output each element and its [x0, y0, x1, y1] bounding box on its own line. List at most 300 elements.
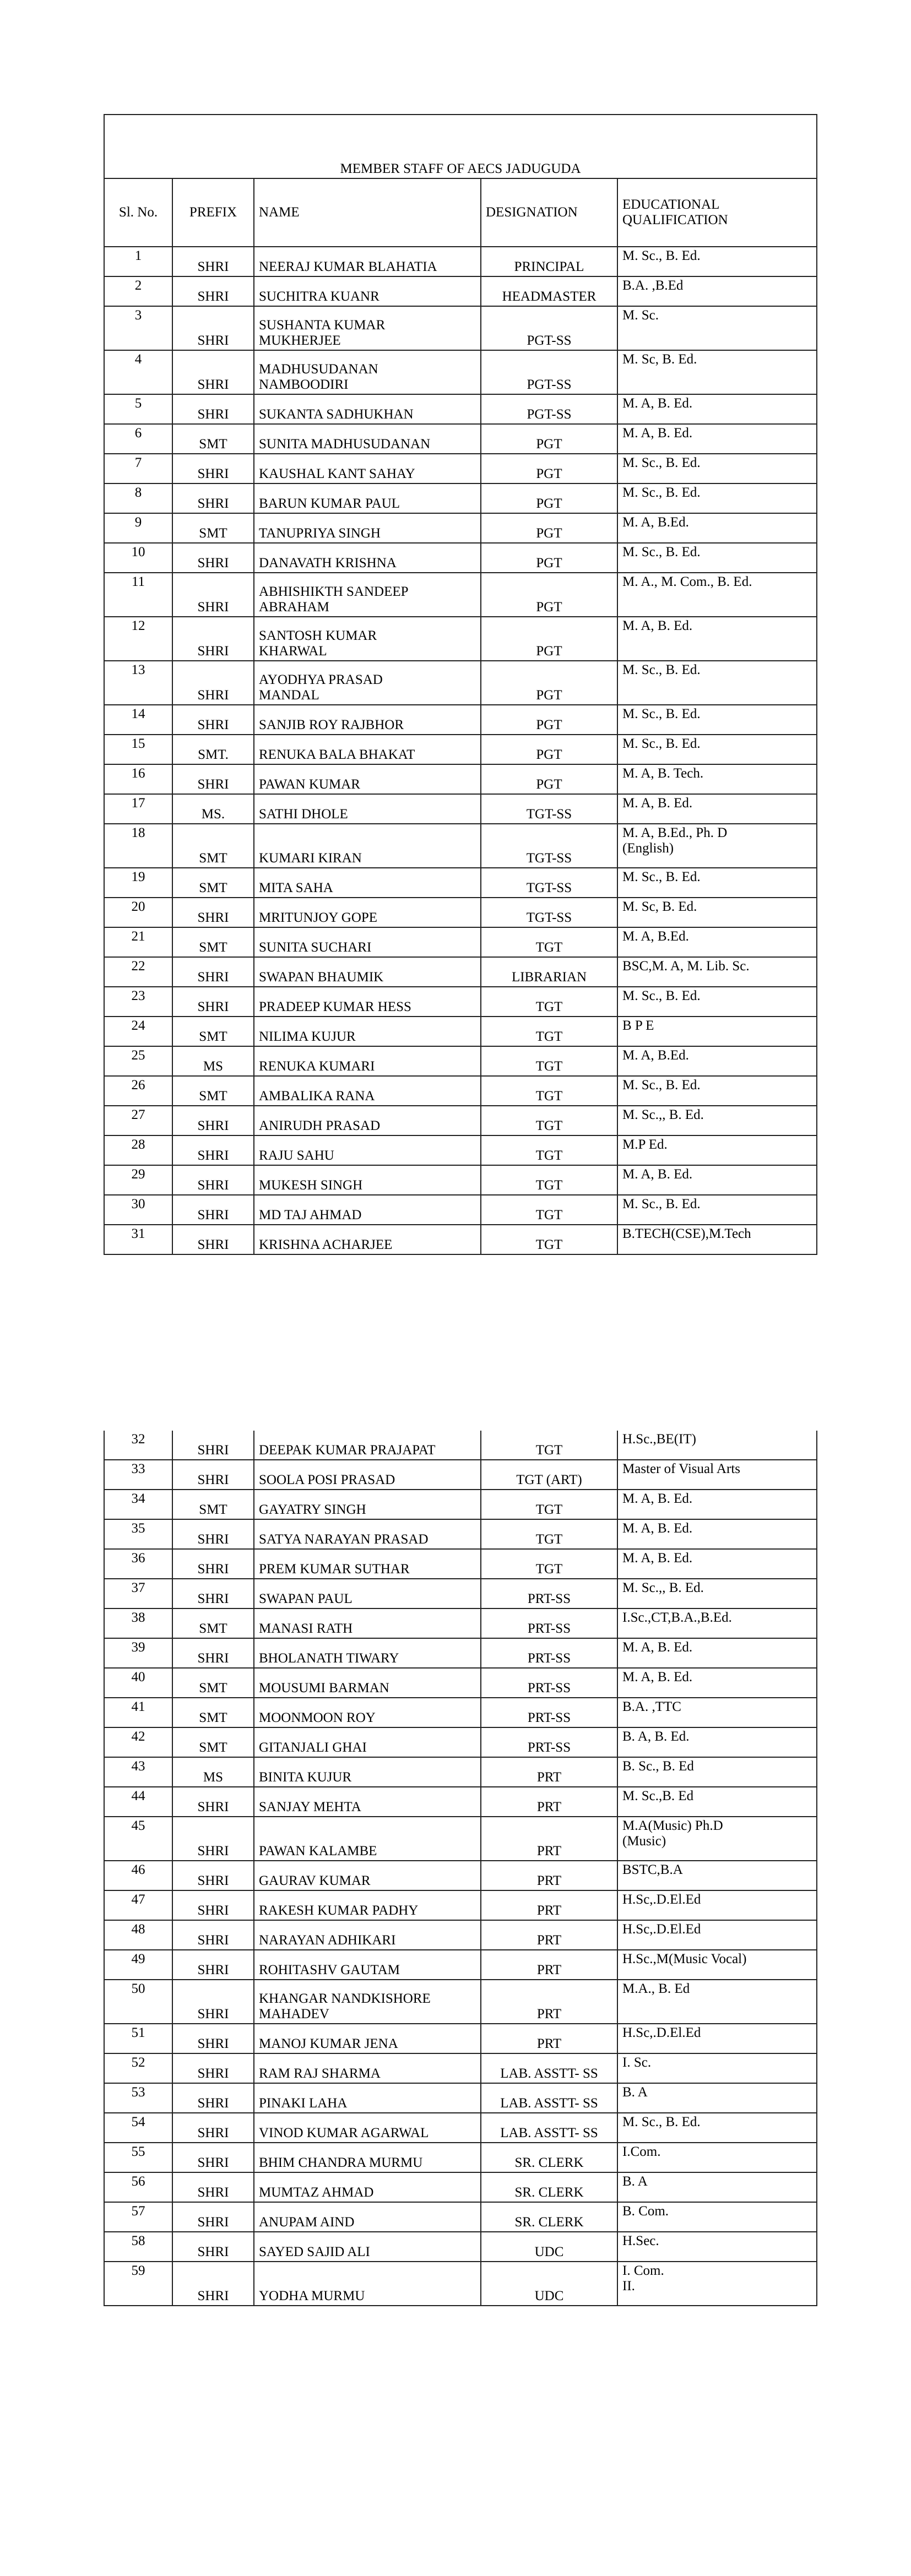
row-designation: PGT	[481, 573, 617, 617]
table-row	[104, 2143, 817, 2172]
row-designation: PGT	[481, 483, 617, 513]
table-row	[104, 1638, 817, 1668]
row-name: PAWAN KALAMBE	[254, 1817, 481, 1861]
row-designation: PRT-SS	[481, 1608, 617, 1638]
row-prefix: SHRI	[172, 1787, 254, 1817]
row-name: SANTOSH KUMAR KHARWAL	[254, 617, 481, 661]
row-designation: PGT	[481, 764, 617, 794]
table-row	[104, 1046, 817, 1076]
row-name: MADHUSUDANAN NAMBOODIRI	[254, 350, 481, 394]
table-row	[104, 1757, 817, 1787]
table-row	[104, 454, 817, 483]
row-qualification: M. A, B. Ed.	[617, 1519, 817, 1549]
row-qualification: B. A	[617, 2172, 817, 2202]
row-qualification: M. Sc., B. Ed.	[617, 2113, 817, 2143]
row-designation: PGT	[481, 454, 617, 483]
row-sl-no: 22	[104, 957, 172, 987]
row-prefix: SHRI	[172, 2113, 254, 2143]
row-qualification: M. Sc.	[617, 306, 817, 350]
row-designation: PGT	[481, 617, 617, 661]
row-sl-no: 13	[104, 661, 172, 705]
table-row	[104, 898, 817, 927]
row-prefix: SHRI	[172, 247, 254, 276]
row-sl-no: 56	[104, 2172, 172, 2202]
row-designation: PGT	[481, 424, 617, 454]
row-name: MOONMOON ROY	[254, 1698, 481, 1727]
row-name: YODHA MURMU	[254, 2262, 481, 2306]
row-name: KUMARI KIRAN	[254, 824, 481, 868]
row-qualification: B. Sc., B. Ed	[617, 1757, 817, 1787]
table-row	[104, 1490, 817, 1519]
row-sl-no: 26	[104, 1076, 172, 1106]
table-row	[104, 1817, 817, 1861]
row-sl-no: 14	[104, 705, 172, 735]
table-row	[104, 1431, 817, 1460]
row-prefix: SHRI	[172, 394, 254, 424]
row-qualification: I.Sc.,CT,B.A.,B.Ed.	[617, 1608, 817, 1638]
table-row	[104, 1608, 817, 1638]
row-designation: PRT	[481, 1980, 617, 2024]
row-name: PAWAN KUMAR	[254, 764, 481, 794]
table-row	[104, 1980, 817, 2024]
table-row	[104, 1787, 817, 1817]
row-designation: PRT-SS	[481, 1698, 617, 1727]
row-qualification: M. Sc., B. Ed.	[617, 454, 817, 483]
table-row	[104, 483, 817, 513]
row-prefix: SHRI	[172, 2202, 254, 2232]
row-qualification: B.A. ,B.Ed	[617, 276, 817, 306]
row-name: RENUKA KUMARI	[254, 1046, 481, 1076]
row-designation: PRT	[481, 1890, 617, 1920]
row-sl-no: 2	[104, 276, 172, 306]
row-prefix: SHRI	[172, 1861, 254, 1890]
row-sl-no: 55	[104, 2143, 172, 2172]
row-prefix: SHRI	[172, 543, 254, 573]
table-row	[104, 1890, 817, 1920]
row-qualification: Master of Visual Arts	[617, 1460, 817, 1490]
table-row	[104, 1519, 817, 1549]
row-sl-no: 9	[104, 513, 172, 543]
table-row	[104, 764, 817, 794]
row-prefix: SHRI	[172, 617, 254, 661]
row-prefix: SHRI	[172, 2083, 254, 2113]
row-name: ANIRUDH PRASAD	[254, 1106, 481, 1135]
row-designation: PRINCIPAL	[481, 247, 617, 276]
row-name: KHANGAR NANDKISHORE MAHADEV	[254, 1980, 481, 2024]
row-qualification: M. Sc., B. Ed.	[617, 543, 817, 573]
row-name: MOUSUMI BARMAN	[254, 1668, 481, 1698]
row-sl-no: 18	[104, 824, 172, 868]
page-title: MEMBER STAFF OF AECS JADUGUDA	[104, 115, 817, 178]
row-prefix: SMT	[172, 1698, 254, 1727]
row-prefix: SHRI	[172, 957, 254, 987]
row-designation: PGT-SS	[481, 350, 617, 394]
row-name: KRISHNA ACHARJEE	[254, 1225, 481, 1254]
row-prefix: SMT	[172, 513, 254, 543]
row-designation: PRT	[481, 1920, 617, 1950]
row-qualification: B P E	[617, 1017, 817, 1046]
row-sl-no: 44	[104, 1787, 172, 1817]
row-name: AYODHYA PRASAD MANDAL	[254, 661, 481, 705]
table-row	[104, 735, 817, 764]
row-name: NEERAJ KUMAR BLAHATIA	[254, 247, 481, 276]
row-sl-no: 8	[104, 483, 172, 513]
row-prefix: SHRI	[172, 1980, 254, 2024]
row-qualification: B. A	[617, 2083, 817, 2113]
row-qualification: B. Com.	[617, 2202, 817, 2232]
row-qualification: M. Sc.,, B. Ed.	[617, 1579, 817, 1608]
row-designation: PGT	[481, 705, 617, 735]
row-name: VINOD KUMAR AGARWAL	[254, 2113, 481, 2143]
row-prefix: SHRI	[172, 483, 254, 513]
table-row	[104, 2113, 817, 2143]
row-designation: TGT-SS	[481, 898, 617, 927]
table-row	[104, 1668, 817, 1698]
table-row	[104, 2024, 817, 2053]
row-sl-no: 40	[104, 1668, 172, 1698]
row-designation: PRT	[481, 1817, 617, 1861]
row-qualification: M. A, B. Ed.	[617, 1668, 817, 1698]
row-sl-no: 20	[104, 898, 172, 927]
row-name: BINITA KUJUR	[254, 1757, 481, 1787]
row-qualification: M. A, B. Ed.	[617, 1165, 817, 1195]
row-name: MD TAJ AHMAD	[254, 1195, 481, 1225]
row-designation: TGT	[481, 1490, 617, 1519]
row-sl-no: 29	[104, 1165, 172, 1195]
row-designation: PRT	[481, 1861, 617, 1890]
row-qualification: M.A., B. Ed	[617, 1980, 817, 2024]
table-row	[104, 424, 817, 454]
row-name: SUNITA SUCHARI	[254, 927, 481, 957]
row-designation: PRT-SS	[481, 1638, 617, 1668]
row-sl-no: 25	[104, 1046, 172, 1076]
row-sl-no: 53	[104, 2083, 172, 2113]
row-sl-no: 35	[104, 1519, 172, 1549]
row-designation: TGT	[481, 987, 617, 1017]
staff-table-page-2	[104, 1431, 817, 2306]
row-prefix: SHRI	[172, 705, 254, 735]
row-sl-no: 34	[104, 1490, 172, 1519]
table-row	[104, 513, 817, 543]
row-designation: PGT	[481, 661, 617, 705]
table-row	[104, 1920, 817, 1950]
row-qualification: M. A, B. Ed.	[617, 617, 817, 661]
row-prefix: SHRI	[172, 1817, 254, 1861]
row-sl-no: 16	[104, 764, 172, 794]
row-designation: PRT	[481, 1757, 617, 1787]
table-row	[104, 987, 817, 1017]
row-name: SUCHITRA KUANR	[254, 276, 481, 306]
row-qualification: H.Sc,.D.El.Ed	[617, 1890, 817, 1920]
row-name: MUKESH SINGH	[254, 1165, 481, 1195]
row-sl-no: 32	[104, 1431, 172, 1460]
row-name: SUSHANTA KUMAR MUKHERJEE	[254, 306, 481, 350]
row-name: ABHISHIKTH SANDEEP ABRAHAM	[254, 573, 481, 617]
row-sl-no: 15	[104, 735, 172, 764]
row-prefix: SHRI	[172, 573, 254, 617]
row-prefix: SHRI	[172, 898, 254, 927]
row-name: RAJU SAHU	[254, 1135, 481, 1165]
row-designation: PRT	[481, 2024, 617, 2053]
row-designation: TGT (ART)	[481, 1460, 617, 1490]
row-designation: TGT-SS	[481, 824, 617, 868]
row-sl-no: 41	[104, 1698, 172, 1727]
row-sl-no: 24	[104, 1017, 172, 1046]
row-designation: TGT	[481, 1046, 617, 1076]
row-sl-no: 21	[104, 927, 172, 957]
row-prefix: MS.	[172, 794, 254, 824]
row-sl-no: 50	[104, 1980, 172, 2024]
row-prefix: SMT	[172, 1017, 254, 1046]
row-designation: PRT-SS	[481, 1579, 617, 1608]
row-name: BHOLANATH TIWARY	[254, 1638, 481, 1668]
row-sl-no: 6	[104, 424, 172, 454]
row-qualification: M. Sc., B. Ed.	[617, 705, 817, 735]
row-prefix: SMT	[172, 824, 254, 868]
row-sl-no: 52	[104, 2053, 172, 2083]
table-row	[104, 573, 817, 617]
table-row	[104, 705, 817, 735]
table-row	[104, 306, 817, 350]
row-prefix: SHRI	[172, 764, 254, 794]
row-sl-no: 11	[104, 573, 172, 617]
row-qualification: M. A, B.Ed.	[617, 927, 817, 957]
row-qualification: BSC,M. A, M. Lib. Sc.	[617, 957, 817, 987]
header-name: NAME	[254, 178, 481, 247]
row-name: PINAKI LAHA	[254, 2083, 481, 2113]
row-prefix: SHRI	[172, 2024, 254, 2053]
row-name: SUKANTA SADHUKHAN	[254, 394, 481, 424]
row-qualification: M. A, B. Ed.	[617, 394, 817, 424]
row-qualification: M. Sc., B. Ed.	[617, 868, 817, 898]
row-sl-no: 45	[104, 1817, 172, 1861]
row-qualification: M. A., M. Com., B. Ed.	[617, 573, 817, 617]
row-name: TANUPRIYA SINGH	[254, 513, 481, 543]
row-designation: PGT-SS	[481, 306, 617, 350]
table-row	[104, 276, 817, 306]
header-prefix: PREFIX	[172, 178, 254, 247]
row-prefix: SHRI	[172, 1638, 254, 1668]
row-name: MRITUNJOY GOPE	[254, 898, 481, 927]
row-designation: TGT	[481, 1225, 617, 1254]
row-qualification: M. Sc, B. Ed.	[617, 350, 817, 394]
row-prefix: SHRI	[172, 276, 254, 306]
row-qualification: H.Sc.,BE(IT)	[617, 1431, 817, 1460]
row-prefix: SHRI	[172, 1195, 254, 1225]
table-row	[104, 927, 817, 957]
row-name: NILIMA KUJUR	[254, 1017, 481, 1046]
row-qualification: B. A, B. Ed.	[617, 1727, 817, 1757]
row-designation: PGT-SS	[481, 394, 617, 424]
row-name: ANUPAM AIND	[254, 2202, 481, 2232]
row-sl-no: 33	[104, 1460, 172, 1490]
row-qualification: BSTC,B.A	[617, 1861, 817, 1890]
row-qualification: M. A, B. Ed.	[617, 794, 817, 824]
row-qualification: M. Sc., B. Ed.	[617, 483, 817, 513]
row-qualification: M. Sc., B. Ed.	[617, 987, 817, 1017]
row-prefix: SMT	[172, 927, 254, 957]
row-qualification: M. A, B.Ed.	[617, 513, 817, 543]
row-sl-no: 30	[104, 1195, 172, 1225]
header-designation: DESIGNATION	[481, 178, 617, 247]
row-name: PREM KUMAR SUTHAR	[254, 1549, 481, 1579]
row-name: SATHI DHOLE	[254, 794, 481, 824]
row-designation: TGT	[481, 1549, 617, 1579]
row-designation: PRT-SS	[481, 1727, 617, 1757]
row-name: GAURAV KUMAR	[254, 1861, 481, 1890]
row-prefix: SHRI	[172, 2053, 254, 2083]
row-designation: LAB. ASSTT- SS	[481, 2113, 617, 2143]
row-prefix: MS	[172, 1046, 254, 1076]
row-sl-no: 38	[104, 1608, 172, 1638]
row-name: SAYED SAJID ALI	[254, 2232, 481, 2262]
row-prefix: SHRI	[172, 1165, 254, 1195]
row-sl-no: 37	[104, 1579, 172, 1608]
table-row	[104, 1017, 817, 1046]
row-sl-no: 12	[104, 617, 172, 661]
row-sl-no: 42	[104, 1727, 172, 1757]
row-name: NARAYAN ADHIKARI	[254, 1920, 481, 1950]
row-name: BARUN KUMAR PAUL	[254, 483, 481, 513]
row-designation: PRT	[481, 1950, 617, 1980]
table-row	[104, 1460, 817, 1490]
staff-table-page-1	[104, 114, 817, 1255]
row-qualification: M. A, B. Ed.	[617, 1490, 817, 1519]
row-sl-no: 59	[104, 2262, 172, 2306]
table-row	[104, 1549, 817, 1579]
row-designation: TGT	[481, 1135, 617, 1165]
row-designation: SR. CLERK	[481, 2172, 617, 2202]
table-row	[104, 2083, 817, 2113]
row-designation: PGT	[481, 513, 617, 543]
row-sl-no: 57	[104, 2202, 172, 2232]
row-sl-no: 17	[104, 794, 172, 824]
row-name: SWAPAN BHAUMIK	[254, 957, 481, 987]
row-sl-no: 43	[104, 1757, 172, 1787]
row-designation: LAB. ASSTT- SS	[481, 2053, 617, 2083]
row-sl-no: 39	[104, 1638, 172, 1668]
table-row	[104, 1579, 817, 1608]
row-qualification: M. A, B. Ed.	[617, 1638, 817, 1668]
row-qualification: M.A(Music) Ph.D (Music)	[617, 1817, 817, 1861]
table-row	[104, 1135, 817, 1165]
table-row	[104, 350, 817, 394]
row-name: BHIM CHANDRA MURMU	[254, 2143, 481, 2172]
row-qualification: H.Sec.	[617, 2232, 817, 2262]
table-row	[104, 1106, 817, 1135]
row-qualification: M. Sc., B. Ed.	[617, 247, 817, 276]
row-designation: TGT	[481, 1195, 617, 1225]
row-prefix: SHRI	[172, 350, 254, 394]
row-qualification: H.Sc,.D.El.Ed	[617, 1920, 817, 1950]
table-row	[104, 2053, 817, 2083]
row-name: KAUSHAL KANT SAHAY	[254, 454, 481, 483]
row-sl-no: 7	[104, 454, 172, 483]
row-name: MANASI RATH	[254, 1608, 481, 1638]
row-sl-no: 47	[104, 1890, 172, 1920]
table-row	[104, 661, 817, 705]
row-name: SANJIB ROY RAJBHOR	[254, 705, 481, 735]
row-prefix: SHRI	[172, 1920, 254, 1950]
row-qualification: I. Sc.	[617, 2053, 817, 2083]
row-designation: TGT	[481, 1519, 617, 1549]
table-row	[104, 2202, 817, 2232]
row-designation: SR. CLERK	[481, 2202, 617, 2232]
row-designation: UDC	[481, 2262, 617, 2306]
row-prefix: SHRI	[172, 1460, 254, 1490]
row-name: SWAPAN PAUL	[254, 1579, 481, 1608]
row-qualification: B.A. ,TTC	[617, 1698, 817, 1727]
row-designation: TGT	[481, 1106, 617, 1135]
row-sl-no: 1	[104, 247, 172, 276]
row-name: SUNITA MADHUSUDANAN	[254, 424, 481, 454]
row-designation: PGT	[481, 735, 617, 764]
row-designation: LAB. ASSTT- SS	[481, 2083, 617, 2113]
row-qualification: M. Sc., B. Ed.	[617, 1195, 817, 1225]
row-prefix: SMT	[172, 1490, 254, 1519]
row-sl-no: 58	[104, 2232, 172, 2262]
row-sl-no: 5	[104, 394, 172, 424]
row-prefix: SMT	[172, 1076, 254, 1106]
table-row	[104, 1225, 817, 1254]
header-sl-no: Sl. No.	[104, 178, 172, 247]
row-qualification: M. A, B.Ed.	[617, 1046, 817, 1076]
row-sl-no: 51	[104, 2024, 172, 2053]
row-prefix: SHRI	[172, 987, 254, 1017]
row-name: ROHITASHV GAUTAM	[254, 1950, 481, 1980]
row-qualification: H.Sc.,M(Music Vocal)	[617, 1950, 817, 1980]
row-name: RAM RAJ SHARMA	[254, 2053, 481, 2083]
row-prefix: SMT	[172, 1668, 254, 1698]
table-row	[104, 1727, 817, 1757]
table-row	[104, 1698, 817, 1727]
table-row	[104, 824, 817, 868]
row-name: DANAVATH KRISHNA	[254, 543, 481, 573]
row-designation: TGT-SS	[481, 794, 617, 824]
row-name: GITANJALI GHAI	[254, 1727, 481, 1757]
table-row	[104, 247, 817, 276]
header-qualification: EDUCATIONAL QUALIFICATION	[617, 178, 817, 247]
row-prefix: SHRI	[172, 2262, 254, 2306]
row-prefix: SHRI	[172, 661, 254, 705]
table-row	[104, 1950, 817, 1980]
row-sl-no: 3	[104, 306, 172, 350]
row-designation: TGT	[481, 1076, 617, 1106]
table-header-row	[104, 178, 817, 247]
row-prefix: SHRI	[172, 1135, 254, 1165]
row-name: SANJAY MEHTA	[254, 1787, 481, 1817]
row-sl-no: 46	[104, 1861, 172, 1890]
row-prefix: SHRI	[172, 1890, 254, 1920]
row-sl-no: 23	[104, 987, 172, 1017]
row-prefix: SHRI	[172, 1579, 254, 1608]
table-row	[104, 1165, 817, 1195]
row-prefix: SMT	[172, 868, 254, 898]
row-designation: LIBRARIAN	[481, 957, 617, 987]
row-name: DEEPAK KUMAR PRAJAPAT	[254, 1431, 481, 1460]
row-prefix: SHRI	[172, 2172, 254, 2202]
table-row	[104, 794, 817, 824]
row-qualification: H.Sc,.D.El.Ed	[617, 2024, 817, 2053]
row-designation: UDC	[481, 2232, 617, 2262]
row-sl-no: 31	[104, 1225, 172, 1254]
row-qualification: M. Sc., B. Ed.	[617, 735, 817, 764]
row-prefix: SHRI	[172, 1549, 254, 1579]
row-prefix: SMT	[172, 424, 254, 454]
row-prefix: SHRI	[172, 1431, 254, 1460]
row-prefix: SHRI	[172, 306, 254, 350]
row-qualification: M. Sc., B. Ed.	[617, 661, 817, 705]
